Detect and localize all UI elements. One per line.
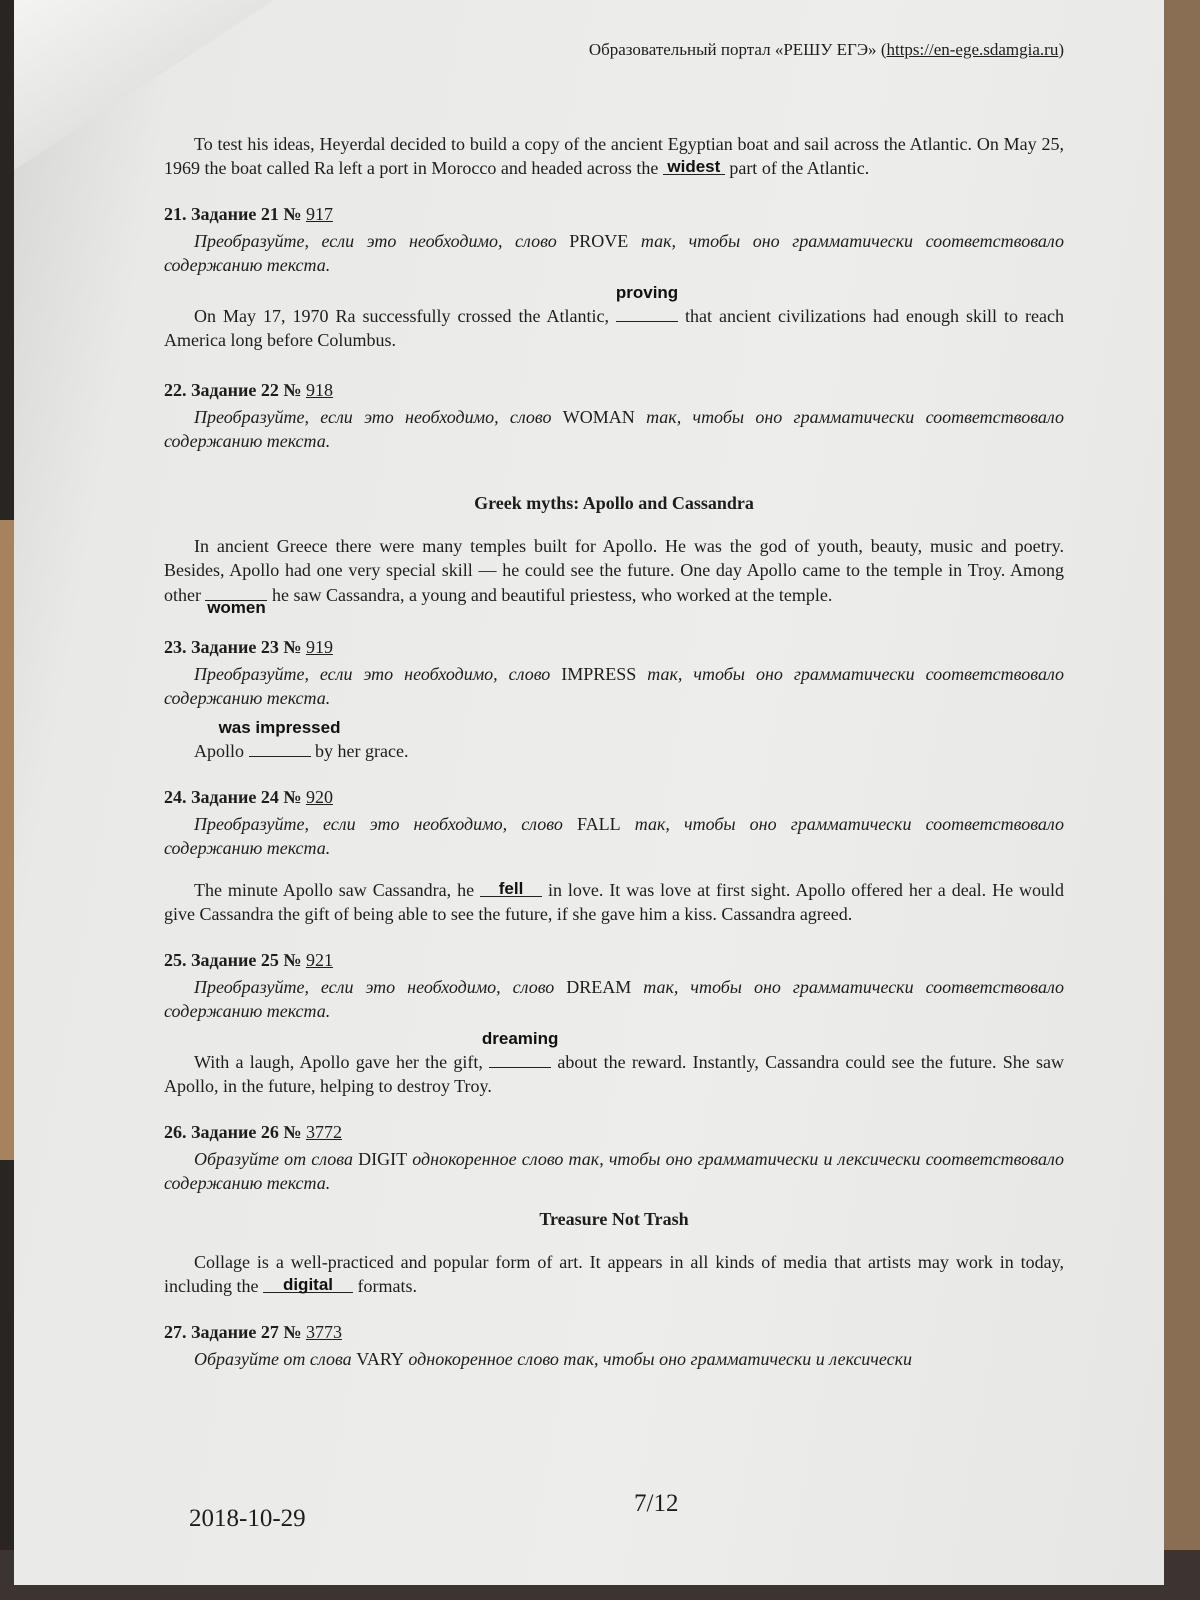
task-link[interactable]: 3772	[305, 1122, 342, 1142]
task-title: 27. Задание 27 № 3773	[164, 1322, 342, 1342]
task-title: 23. Задание 23 № 919	[164, 637, 333, 657]
task-instruction: Образуйте от слова VARY однокоренное слово так, чтобы оно грамматически и лексически	[194, 1349, 913, 1369]
answer-text: proving	[615, 283, 679, 302]
source-word: VARY	[356, 1349, 404, 1369]
task-instruction: Преобразуйте, если это необходимо, слово FALL так, чтобы оно грамматически соответствовало содержанию текста.	[164, 814, 1064, 858]
task-title: 26. Задание 26 № 3772	[164, 1122, 342, 1142]
answer-blank[interactable]	[615, 283, 679, 322]
task-title: 21. Задание 21 № 917	[164, 204, 333, 224]
print-date: 2018-10-29	[189, 1505, 306, 1532]
answer-text: dreaming	[481, 1029, 559, 1048]
task-instruction: Преобразуйте, если это необходимо, слово PROVE так, чтобы оно грамматически соответствовало содержанию текста.	[164, 231, 1065, 275]
task-title: 25. Задание 25 № 921	[164, 950, 333, 970]
task-context: With a laugh, Apollo gave her the gift, dreaming about the reward. Instantly, Cassandra could see the future. She saw Apollo, in the future, helping to destroy Troy.	[164, 1029, 1065, 1096]
portal-name: Образовательный портал «РЕШУ ЕГЭ»	[588, 40, 877, 59]
story-paragraph: Collage is a well-practiced and popular form of art. It appears in all kinds of media that artists may work in today, including the digital formats.	[164, 1252, 1064, 1296]
task-title: 22. Задание 22 № 918	[164, 380, 333, 400]
story-title: Treasure Not Trash	[539, 1209, 689, 1229]
answer-blank[interactable]	[480, 878, 542, 897]
document-page	[14, 0, 1164, 1585]
desk-background	[1160, 0, 1200, 1600]
source-word: PROVE	[569, 231, 629, 251]
task-link[interactable]: 919	[305, 637, 333, 657]
task-context: Apollo was impressed by her grace.	[194, 718, 409, 761]
task-title: 24. Задание 24 № 920	[164, 787, 333, 807]
answer-text: widest	[667, 157, 721, 176]
answer-blank[interactable]	[481, 1029, 559, 1068]
intro-paragraph: To test his ideas, Heyerdal decided to build a copy of the ancient Egyptian boat and sail across the Atlantic. On May 25, 1969 the boat called Ra left a port in Morocco and headed across the widest part of the Atlantic.	[164, 134, 1064, 178]
task-link[interactable]: 3773	[305, 1322, 342, 1342]
answer-blank[interactable]	[205, 582, 267, 617]
source-word: DIGIT	[358, 1149, 408, 1169]
answer-text: was impressed	[218, 718, 341, 737]
answer-text: women	[207, 598, 266, 617]
story-paragraph: In ancient Greece there were many temples built for Apollo. He was the god of youth, beauty, music and poetry. Besides, Apollo had one very special skill — he could see the future. One day Apollo came to the temple in Troy. Among other women he saw Cassandra, a young and beautiful priestess, who worked at the temple.	[164, 534, 1064, 607]
task-instruction: Образуйте от слова DIGIT однокоренное слово так, чтобы оно грамматически и лексически соответствовало содержанию текста.	[164, 1149, 1065, 1193]
source-word: IMPRESS	[561, 664, 637, 684]
task-instruction: Преобразуйте, если это необходимо, слово WOMAN так, чтобы оно грамматически соответствовало содержанию текста.	[164, 407, 1064, 451]
source-word: DREAM	[566, 977, 632, 997]
task-context: The minute Apollo saw Cassandra, he fell in love. It was love at first sight. Apollo offered her a deal. He would give Cassandra the gift of being able to see the future, if she gave him a kiss. Cassandra agreed.	[164, 879, 1065, 924]
task-link[interactable]: 917	[305, 204, 333, 224]
task-context: On May 17, 1970 Ra successfully crossed the Atlantic, proving that ancient civilizations had enough skill to reach America long before Columbus.	[164, 283, 1065, 350]
story-title: Greek myths: Apollo and Cassandra	[474, 493, 754, 513]
portal-link[interactable]: https://en-ege.sdamgia.ru	[886, 40, 1059, 59]
task-instruction: Преобразуйте, если это необходимо, слово IMPRESS так, чтобы оно грамматически соответствовало содержанию текста.	[164, 664, 1065, 708]
answer-text: fell	[498, 879, 524, 898]
page-number: 7/12	[634, 1490, 679, 1517]
answer-text: digital	[282, 1275, 334, 1294]
answer-blank[interactable]	[663, 156, 725, 175]
task-instruction: Преобразуйте, если это необходимо, слово DREAM так, чтобы оно грамматически соответствовало содержанию текста.	[164, 977, 1065, 1021]
source-word: FALL	[576, 814, 621, 834]
task-link[interactable]: 921	[305, 950, 333, 970]
page-header: Образовательный портал «РЕШУ ЕГЭ» (https://en-ege.sdamgia.ru)	[588, 40, 1064, 59]
source-word: WOMAN	[562, 407, 635, 427]
answer-blank[interactable]	[263, 1274, 353, 1293]
task-link[interactable]: 918	[305, 380, 333, 400]
task-link[interactable]: 920	[305, 787, 333, 807]
